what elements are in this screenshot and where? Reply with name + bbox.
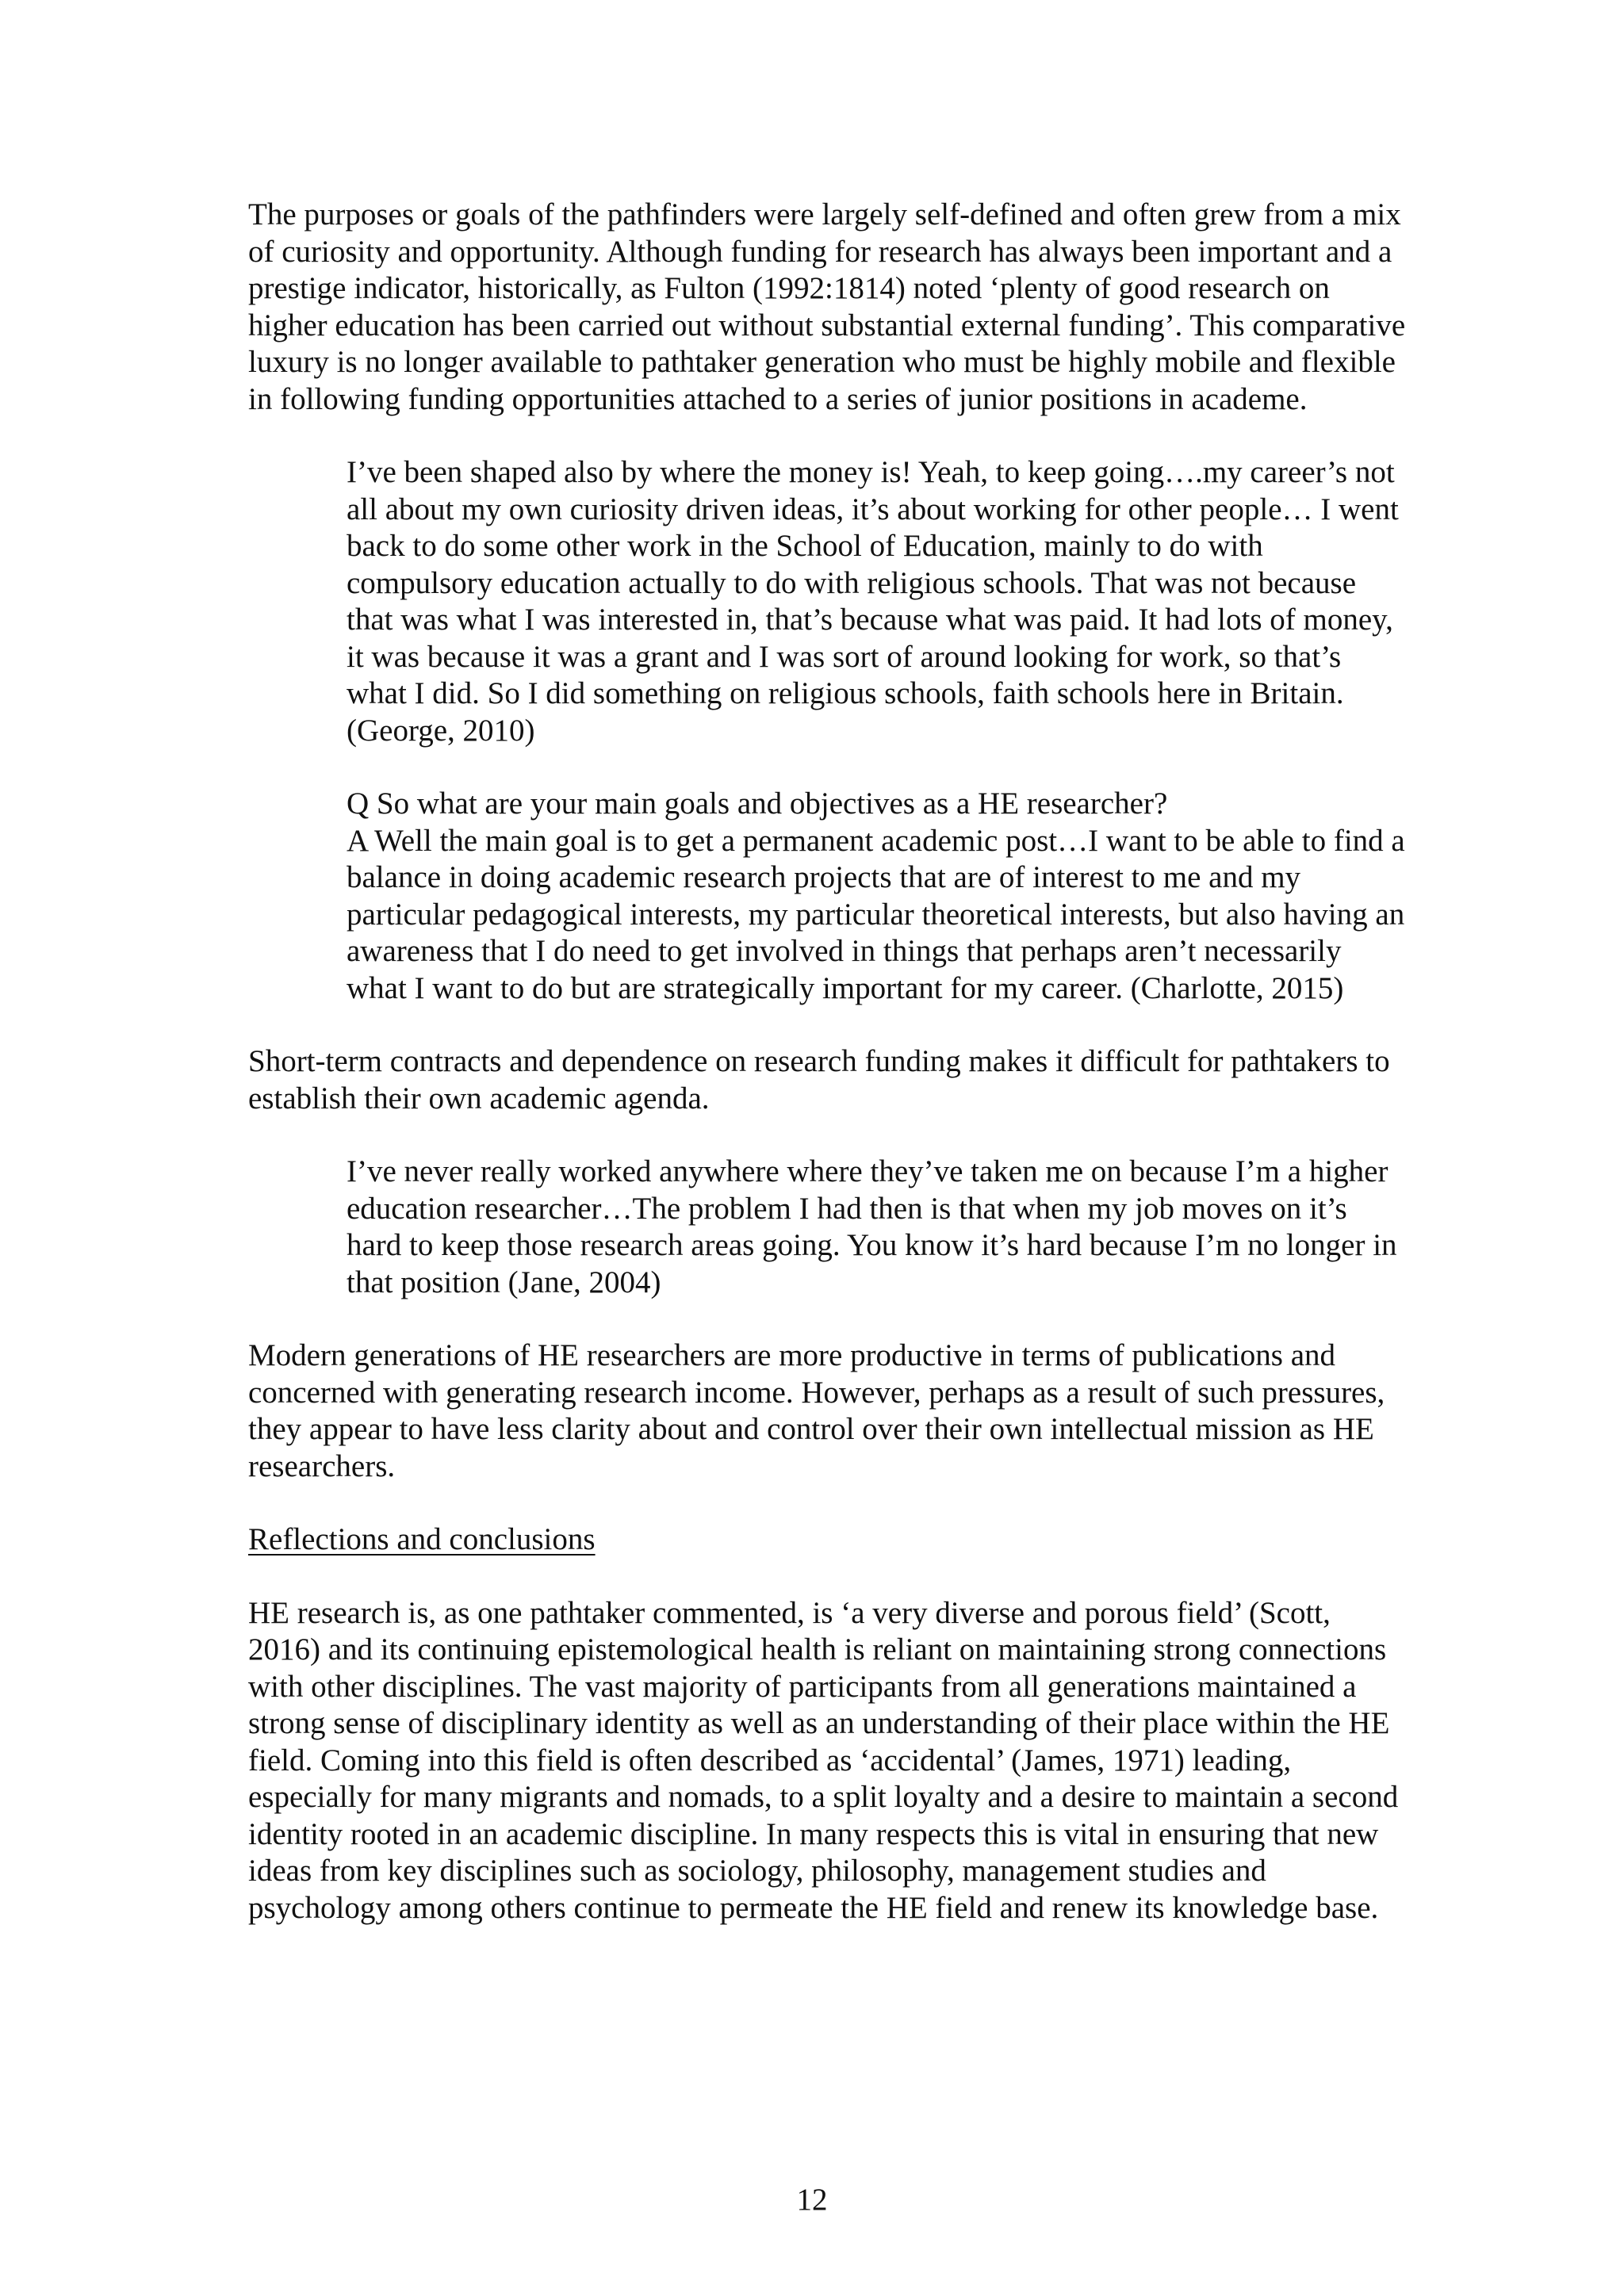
paragraph-reflections: HE research is, as one pathtaker commented, is ‘a very diverse and porous field’ (Scott, 2016) and its continuing epistemological health is reliant on maintaining strong connections with other disciplines. The vast majority of participants from all generations maintained a strong sense of disciplinary identity as well as an understanding of their place within the HE field. Coming into this field is often described as ‘accidental’ (James, 1971) leading, especially for many migrants and nomads, to a split loyalty and a desire to maintain a second identity rooted in an academic discipline. In many respects this is vital in ensuring that new ideas from key disciplines such as sociology, philosophy, management studies and psychology among others continue to permeate the HE field and renew its knowledge base.	[248, 1595, 1399, 1925]
quote-jane: I’ve never really worked anywhere where they’ve taken me on because I’m a higher education researcher…The problem I had then is that when my job moves on it’s hard to keep those research areas going. You know it’s hard because I’m no longer in that position (Jane, 2004)	[347, 1154, 1397, 1299]
section-heading-reflections: Reflections and conclusions	[248, 1522, 596, 1556]
paragraph-short-term-contracts: Short-term contracts and dependence on research funding makes it difficult for pathtakers to establish their own academic agenda.	[248, 1044, 1390, 1115]
quote-charlotte-answer: A Well the main goal is to get a permanent academic post…I want to be able to find a balance in doing academic research projects that are of interest to me and my particular pedagogical interests, my particular theoretical interests, but also having an awareness that I do need to get involved in things that perhaps aren’t necessarily what I want to do but are strategically important for my career. (Charlotte, 2015)	[347, 823, 1405, 1005]
quote-charlotte	[347, 786, 1408, 1007]
quote-charlotte-question: Q So what are your main goals and objectives as a HE researcher?	[347, 786, 1168, 821]
quote-george: I’ve been shaped also by where the money is! Yeah, to keep going….my career’s not all about my own curiosity driven ideas, it’s about working for other people… I went back to do some other work in the School of Education, mainly to do with compulsory education actually to do with religious schools. That was not because that was what I was interested in, that’s because what was paid. It had lots of money, it was because it was a grant and I was sort of around looking for work, so that’s what I did. So I did something on religious schools, faith schools here in Britain. (George, 2010)	[347, 455, 1399, 748]
paragraph-modern-generations: Modern generations of HE researchers are more productive in terms of publications and concerned with generating research income. However, perhaps as a result of such pressures, they appear to have less clarity about and control over their own intellectual mission as HE researchers.	[248, 1338, 1385, 1483]
page-body	[248, 197, 1408, 1963]
paragraph-pathfinder-goals: The purposes or goals of the pathfinders were largely self-defined and often grew from a mix of curiosity and opportunity. Although funding for research has always been important and a prestige indicator, historically, as Fulton (1992:1814) noted ‘plenty of good research on higher education has been carried out without substantial external funding’. This comparative luxury is no longer available to pathtaker generation who must be highly mobile and flexible in following funding opportunities attached to a series of junior positions in academe.	[248, 197, 1406, 416]
page-number: 12	[796, 2183, 828, 2217]
